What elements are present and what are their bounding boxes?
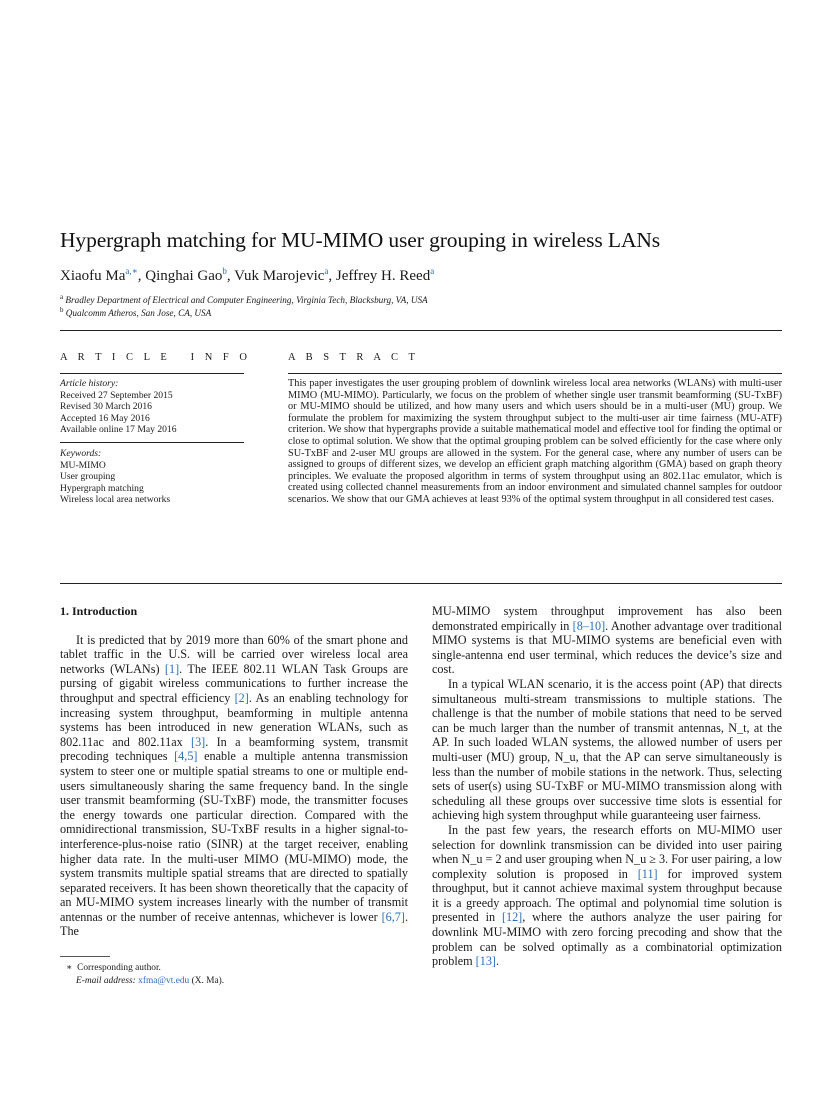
author-affil-marker[interactable]: a,∗: [125, 266, 138, 276]
history-item: Available online 17 May 2016: [60, 424, 177, 436]
affiliation: $^b$ Qualcomm Atheros, San Jose, CA, USA: [60, 306, 212, 319]
author-affil-marker[interactable]: a: [324, 266, 329, 276]
affiliation: $^a$ Bradley Department of Electrical and Computer Engineering, Virginia Tech, Blacksburg, VA, USA: [60, 293, 428, 306]
paragraph: It is predicted that by 2019 more than 60% of the smart phone and tablet traffic in the U.S. will be carried over wireless local area networks (WLANs) [1]. The IEEE 802.11 WLAN Task Groups are pursing of gigabit wireless communications to further increase the throughput and spectral efficiency [2]. As an enabling technology for increasing system throughput, beamforming in multiple antenna systems has been introduced in new generation WLANs, such as 802.11ac and 802.11ax [3]. In a beamforming system, transmit precoding techniques [4,5] enable a multiple antenna transmission system to steer one or multiple spatial streams to one or multiple end-users simultaneously sharing the same frequency band. In the single user transmit beamforming (SU-TxBF) mode, the transmitter focuses the energy towards one particular direction. Compared with the omnidirectional transmission, SU-TxBF results in a higher signal-to-interference-plus-noise ratio (SINR) at the target receiver, enabling higher data rate. In the multi-user MIMO (MU-MIMO) mode, the system transmits multiple spatial streams that are directed to spatially separated receivers. It has been shown theoretically that the capacity of an MU-MIMO system increases linearly with the number of transmit antennas or the number of receive antennas, whichever is lower [6,7]. The: [60, 632, 408, 939]
email-link[interactable]: xfma@vt.edu: [138, 975, 190, 986]
history-item: Revised 30 March 2016: [60, 401, 152, 413]
citation-link[interactable]: [6,7]: [381, 909, 405, 924]
keyword: Wireless local area networks: [60, 494, 171, 506]
divider: [60, 373, 244, 374]
author-name: Qinghai Gao: [145, 268, 223, 284]
citation-link[interactable]: [4,5]: [174, 749, 198, 764]
citation-link[interactable]: [12]: [501, 910, 523, 925]
article-history: [60, 378, 244, 436]
divider: [60, 330, 782, 331]
left-column: [60, 604, 408, 939]
article-info-heading: A R T I C L E I N F O: [60, 352, 251, 363]
author-affil-marker[interactable]: b: [222, 266, 227, 276]
citation-link[interactable]: [1]: [164, 661, 180, 676]
paragraph: In a typical WLAN scenario, it is the access point (AP) that directs simultaneous multi-stream transmissions to multiple stations. The challenge is that the number of mobile stations that need to be served can be much larger than the number of transmit antennas, N_t, at the AP. In such loaded WLAN systems, the allowed number of users per multi-user (MU) group, N_u, that the AP can serve simultaneously is less than the number of mobile stations in the network. Thus, selecting sets of user(s) using SU-TxBF or MU-MIMO transmission along with scheduling all these groups over successive time slots is essential for achieving high system throughput while guaranteeing user fairness.: [432, 676, 782, 823]
citation-link[interactable]: [11]: [637, 866, 658, 881]
keyword: User grouping: [60, 471, 116, 483]
paper-title: Hypergraph matching for MU-MIMO user grouping in wireless LANs: [60, 228, 661, 252]
footnote-rule: [60, 956, 110, 957]
paragraph: MU-MIMO system throughput improvement has also been demonstrated empirically in [8–10]. Another advantage over traditional MIMO systems is that MU-MIMO systems are beneficial even with single-antenna end user terminal, which reduces the device’s size and cost.: [432, 604, 782, 677]
divider: [288, 373, 782, 374]
paragraph: In the past few years, the research efforts on MU-MIMO user selection for downlink transmission can be divided into user pairing when N_u = 2 and user grouping when N_u ≥ 3. For user pairing, a low complexity solution is proposed in [11] for improved system throughput, but it cannot achieve maximal system throughput because it is a greedy approach. The optimal and polynomial time solution is presented in [12], where the authors analyze the user pairing for downlink MU-MIMO with zero forcing precoding and show that the problem can be solved optimally as a combinatorial optimization problem [13].: [432, 822, 782, 969]
citation-link[interactable]: [2]: [234, 690, 249, 705]
author-name: Jeffrey H. Reed: [335, 268, 431, 284]
divider: [60, 442, 244, 443]
keywords-label: Keywords:: [60, 448, 102, 459]
section-heading: 1. Introduction: [60, 604, 138, 618]
author-list: Xiaofu $Ma^{a,∗}$, Qinghai Gao$^b$, Vuk Marojevic$^a$, Jeffrey H. Reed$^a$: [60, 266, 435, 284]
right-column: [432, 604, 782, 969]
author-affil-marker[interactable]: a: [430, 266, 435, 276]
keywords: [60, 448, 244, 506]
history-label: Article history:: [60, 378, 119, 389]
history-item: Received 27 September 2015: [60, 389, 173, 401]
divider: [60, 583, 782, 584]
abstract-text: This paper investigates the user grouping problem of downlink wireless local area networks (WLANs) with multi-user MIMO (MU-MIMO). Particularly, we focus on the problem of whether single user transmit beamforming (SU-TxBF) or MU-MIMO should be utilized, and how many users and which users should be in a multi-user (MU) group. We formulate the problem for maximizing the system throughput subject to the multi-user air time fairness (MU-ATF) criterion. We show that hypergraphs provide a suitable mathematical model and effective tool for finding the optimal or close to optimal solution. We show that the optimal grouping problem can be solved efficiently for the case where only SU-TxBF and 2-user MU groups are allowed in the system. For the general case, where any number of users can be assigned to groups of different sizes, we develop an efficient graph matching algorithm (GMA) based on graph theory principles. We evaluate the proposed algorithm in terms of system throughput using an 802.11ac emulator, which is created using collected channel measurements from an indoor environment and simulated channel samples for outdoor scenarios. We show that our GMA achieves at least 93% of the optimal system throughput in all considered test cases.: [288, 378, 782, 505]
citation-link[interactable]: [3]: [191, 734, 206, 749]
citation-link[interactable]: [8–10]: [572, 618, 606, 633]
keyword: MU-MIMO: [60, 459, 106, 471]
keyword: Hypergraph matching: [60, 482, 144, 494]
author-name: Xiaofu Ma: [60, 268, 126, 284]
footnote: ∗ Corresponding author. E-mail address: xfma@vt.edu (X. Ma).: [66, 963, 225, 986]
citation-link[interactable]: [13]: [475, 954, 496, 969]
abstract-heading: A B S T R A C T: [288, 352, 419, 363]
author-name: Vuk Marojevic: [234, 268, 325, 284]
history-item: Accepted 16 May 2016: [60, 412, 150, 424]
